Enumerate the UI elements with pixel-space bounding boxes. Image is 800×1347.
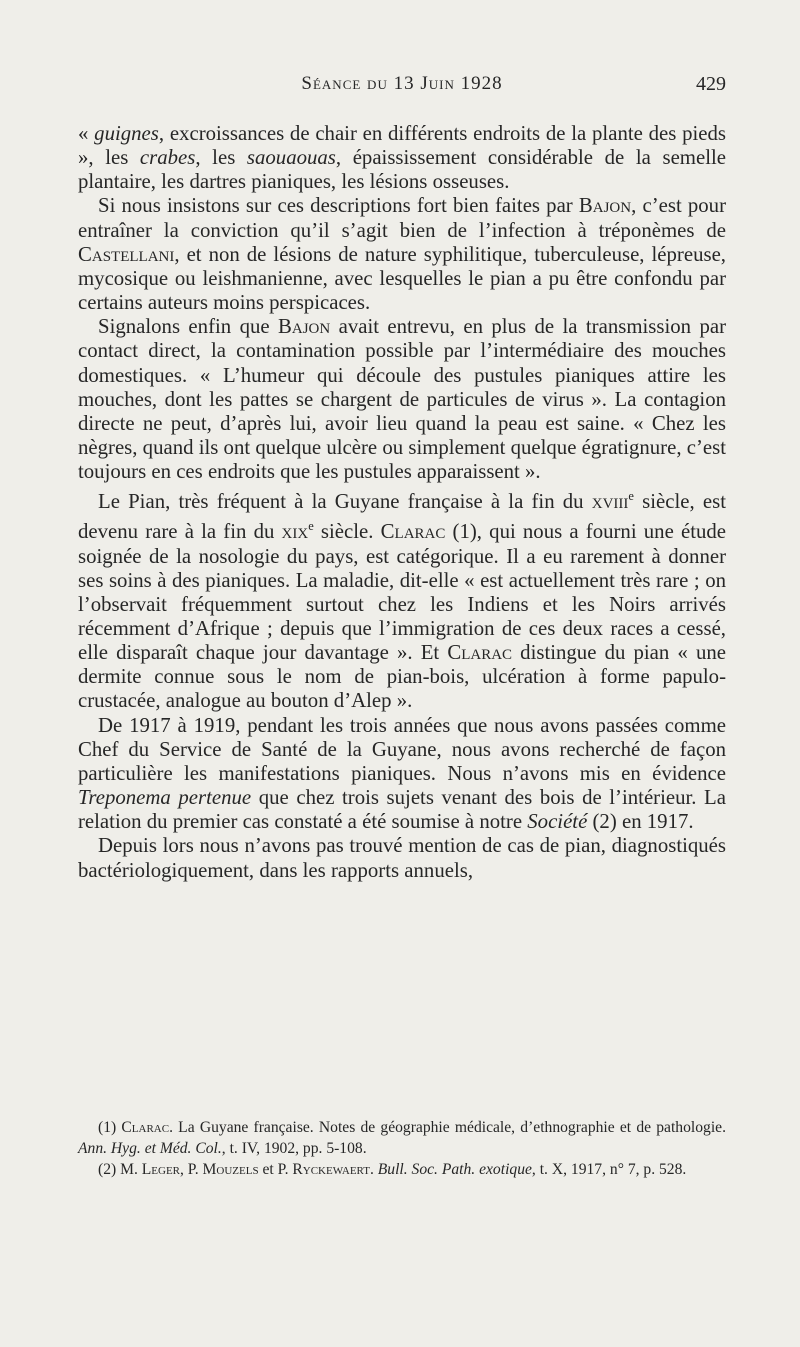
page-number: 429: [696, 73, 726, 95]
text-run: que chez trois sujets venant des bois de l’intérieur. La relation du premier cas constaté a été soumise à notre: [78, 786, 726, 834]
text-run: (2) M.: [98, 1161, 142, 1178]
text-run: Si nous insistons sur ces descriptions fort bien faites par: [98, 194, 579, 218]
author-name: Castellani: [78, 242, 175, 266]
text-run: , t. IV, 1902, pp. 5-108.: [221, 1140, 367, 1157]
text-run: , excroissances de chair en différents endroits de la plante des pieds », les: [78, 122, 726, 170]
text-run: Depuis lors nous n’avons pas trouvé mention de cas de pian, diagnostiqués bactériologiquement, dans les rapports annuels,: [78, 834, 726, 882]
author-name: Ryckewaert: [292, 1161, 370, 1178]
text-run: Le Pian, très fréquent à la Guyane française à la fin du: [98, 490, 592, 514]
text-run: distingue du pian « une dermite connue sous le nom de pian-bois, ulcération à forme papulo-crustacée, analogue au bouton d’Alep ».: [78, 641, 726, 713]
running-header: [78, 73, 726, 105]
text-run: siècle.: [313, 520, 381, 544]
paragraph: [78, 315, 726, 484]
italic-text: Société: [527, 810, 588, 834]
superscript: e: [308, 519, 314, 534]
author-name: Mouzels: [202, 1161, 259, 1178]
text-run: siècle, est devenu rare à la fin du: [78, 490, 726, 544]
author-name: Clarac: [447, 641, 513, 665]
text-run: De 1917 à 1919, pendant les trois années que nous avons passées comme Chef du Service de Santé de la Guyane, nous avons recherché de façon particulière les manifestations pianiques. Nous n’avons mis en évidence: [78, 713, 726, 785]
italic-text: Ann. Hyg. et Méd. Col.: [78, 1140, 222, 1157]
text-run: avait entrevu, en plus de la transmission par contact direct, la contamination possible par l’intermédiaire des mouches domestiques. « L’humeur qui découle des pustules pianiques attire les mouches, dont les pattes se chargent de particules de virus ». La contagion directe ne peut, d’après lui, avoir lieu quand la peau est saine. « Chez les nègres, quand ils ont quelque ulcère ou simplement quelque égratignure, c’est toujours en ces endroits que les pustules apparaissent ».: [78, 315, 726, 484]
italic-text: Bull. Soc. Path. exotique: [377, 1161, 532, 1178]
paragraph: [78, 122, 726, 194]
author-name: Leger: [141, 1161, 180, 1178]
text-run: , c’est pour entraîner la conviction qu’il s’agit bien de l’infection à tréponèmes de: [78, 194, 726, 242]
body-text: [78, 122, 726, 883]
footnotes: [78, 1117, 726, 1180]
italic-text: saouaouas: [246, 146, 336, 170]
text-run: «: [78, 122, 95, 145]
paragraph: [78, 484, 726, 713]
author-name: Clarac: [121, 1119, 170, 1136]
text-run: Signalons enfin que: [98, 315, 278, 339]
text-run: , et non de lésions de nature syphilitique, tuberculeuse, lépreuse, mycosique ou leishmanienne, avec lesquelles le pian a pu être confondu par certains auteurs moins perspicaces.: [78, 242, 726, 315]
italic-text: crabes: [139, 146, 196, 170]
text-run: , épaississement considérable de la semelle plantaire, les dartres pianiques, les lésions osseuses.: [78, 146, 726, 194]
page-title: Séance du 13 Juin 1928: [301, 73, 503, 94]
text-run: (1), qui nous a fourni une étude soignée de la nosologie du pays, est catégorique. Il a eu rarement à donner ses soins à des pianiques. La maladie, dit-elle « est actuellement très rare ; on l’observait fréquemment surtout chez les Indiens et les Noirs arrivés récemment d’Afrique ; depuis que l’immigration de ces deux races a cessé, elle disparaît chaque jour davantage ». Et: [78, 520, 727, 665]
text-run: , t. X, 1917, n° 7, p. 528.: [531, 1161, 687, 1178]
italic-text: Treponema pertenue: [78, 786, 252, 810]
text-run: . La Guyane française. Notes de géographie médicale, d’ethnographie et de pathologie.: [169, 1119, 726, 1136]
superscript: e: [628, 489, 634, 504]
paragraph: [78, 714, 726, 835]
text-run: (1): [98, 1119, 122, 1136]
author-name: Bajon: [578, 194, 632, 218]
author-name: xix: [281, 520, 309, 544]
footnote: [78, 1117, 726, 1159]
paragraph: [78, 834, 726, 882]
text-run: (2) en 1917.: [587, 810, 694, 834]
text-run: , les: [195, 146, 247, 170]
author-name: xviii: [591, 490, 629, 514]
text-run: .: [369, 1161, 378, 1178]
paragraph: [78, 194, 726, 315]
author-name: Bajon: [278, 315, 331, 339]
text-run: , P.: [180, 1161, 203, 1178]
author-name: Clarac: [380, 520, 446, 544]
text-run: et P.: [258, 1161, 293, 1178]
footnote: [78, 1159, 726, 1180]
italic-text: guignes: [94, 122, 159, 145]
